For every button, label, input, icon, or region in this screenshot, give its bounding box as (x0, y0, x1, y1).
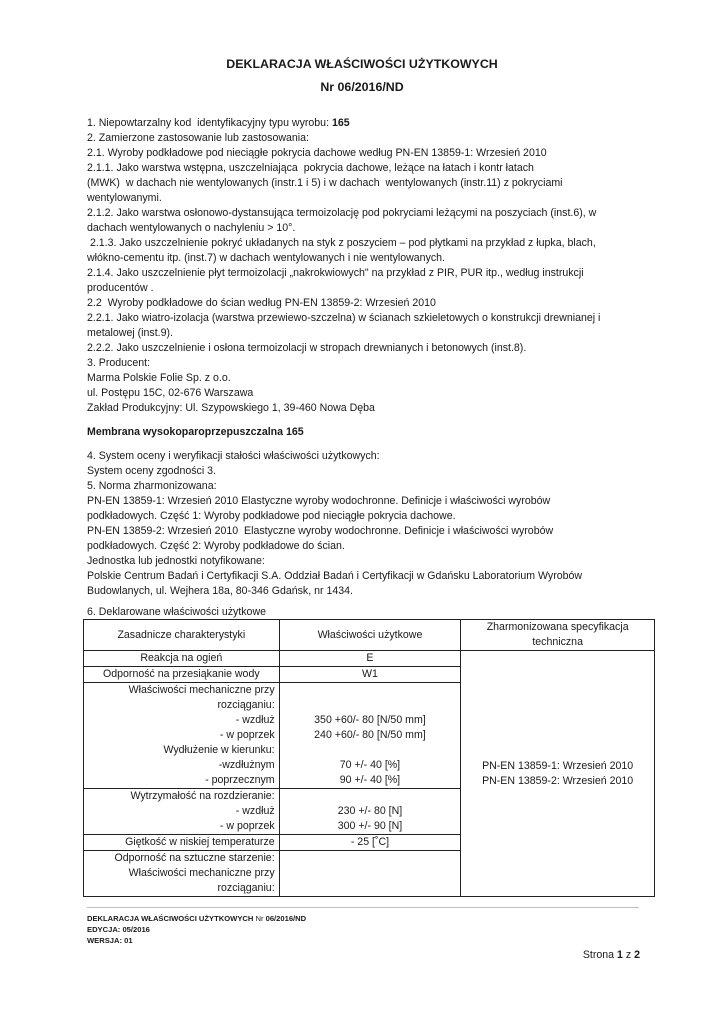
section-3-line: Marma Polskie Folie Sp. z o.o. (87, 372, 231, 384)
aging-labels (84, 851, 280, 897)
footer-title (87, 913, 306, 924)
tensile-label: Właściwości mechaniczne przy (128, 684, 275, 696)
section-2-line: 2.1.2. Jako warstwa osłonowo-dystansująca termoizolację pod pokryciami leżącymi na poszyciach (inst.6), w (87, 207, 597, 219)
properties-table (83, 619, 655, 897)
header-characteristics: Zasadnicze charakterystyki (84, 620, 280, 651)
footer (87, 913, 306, 946)
tensile-along-value: 350 +60/- 80 [N/50 mm] (314, 714, 426, 726)
elongation-along-label: -wzdłużnym (218, 759, 275, 771)
spacer (87, 416, 647, 425)
page-word: Strona (582, 949, 617, 961)
section-2-line: 2. Zamierzone zastosowanie lub zastosowania: (87, 132, 309, 144)
header-specification: Zharmonizowana specyfikacja techniczna (461, 620, 655, 651)
tear-along-value: 230 +/- 80 [N] (337, 805, 403, 817)
spacer (284, 789, 457, 804)
section-3-line: ul. Postępu 15C, 02-676 Warszawa (87, 387, 254, 399)
footer-divider (87, 907, 639, 908)
section-5-line: PN-EN 13859-1: Wrzesień 2010 Elastyczne wyroby wodochronne. Definicje i właściwości wyrobów (87, 495, 551, 507)
tensile-labels (84, 683, 280, 789)
footer-nr-value: 06/2016/ND (263, 914, 307, 923)
section-5-line: Jednostka lub jednostki notyfikowane: (87, 555, 265, 567)
tear-across-label: - w poprzek (219, 820, 275, 832)
section-2-line: dachach wentylowanych o nachyleniu > 10°. (87, 222, 296, 234)
section-5-line: 5. Norma zharmonizowana: (87, 480, 217, 492)
elongation-label: Wydłużenie w kierunku: (163, 744, 275, 756)
header-performance: Właściwości użytkowe (279, 620, 461, 651)
aging-label: Odporność na sztuczne starzenie: (114, 852, 275, 864)
specification-1: PN-EN 13859-1: Wrzesień 2010 (482, 759, 634, 772)
flexibility-value: - 25 [˚C] (279, 835, 461, 851)
tear-across-value: 300 +/- 90 [N] (337, 820, 403, 832)
section-5-line: PN-EN 13859-2: Wrzesień 2010 Elastyczne wyroby wodochronne. Definicje i właściwości wyrobów (87, 525, 554, 537)
section-4-line: System oceny zgodności 3. (87, 465, 216, 477)
section-1 (87, 116, 647, 131)
table-row (84, 651, 655, 667)
document-body (87, 116, 647, 620)
aging-label: rozciąganiu: (217, 882, 275, 894)
water-resistance-label: Odporność na przesiąkanie wody (84, 667, 280, 683)
section-6-label: 6. Deklarowane właściwości użytkowe (87, 606, 266, 618)
section-4-line: 4. System oceny i weryfikacji stałości właściwości użytkowych: (87, 450, 380, 462)
spacer (284, 683, 457, 698)
section-1-label: 1. Niepowtarzalny kod identyfikacyjny typu wyrobu: (87, 117, 332, 129)
section-5-line: Budowlanych, ul. Wejhera 18a, 80-346 Gdańsk, nr 1434. (87, 585, 353, 597)
document-number: Nr 06/2016/ND (320, 80, 404, 94)
footer-edition: EDYCJA: 05/2016 (87, 925, 150, 934)
section-3-line: 3. Producent: (87, 357, 151, 369)
fire-reaction-value: E (279, 651, 461, 667)
tear-along-label: - wzdłuż (235, 805, 275, 817)
footer-nr-word: Nr (255, 914, 264, 923)
spacer (284, 698, 457, 713)
tear-labels (84, 789, 280, 835)
table-header-row (84, 620, 655, 651)
tensile-across-value: 240 +60/- 80 [N/50 mm] (314, 729, 426, 741)
section-2-line: 2.1. Wyroby podkładowe pod nieciągłe pokrycia dachowe według PN-EN 13859-1: Wrzesień 2010 (87, 147, 547, 159)
tear-label: Wytrzymałość na rozdzieranie: (130, 790, 275, 802)
flexibility-label: Giętkość w niskiej temperaturze (84, 835, 280, 851)
section-2-line: producentów . (87, 282, 154, 294)
section-2-line: 2.2 Wyroby podkładowe do ścian według PN-EN 13859-2: Wrzesień 2010 (87, 297, 436, 309)
elongation-along-value: 70 +/- 40 [%] (339, 759, 401, 771)
specification-cell (461, 651, 655, 897)
section-2-line: 2.1.3. Jako uszczelnienie pokryć układanych na styk z poszyciem – pod płytkami na przykład z łupka, blach, (87, 237, 596, 249)
spacer (87, 440, 647, 449)
footer-title-text: DEKLARACJA WŁAŚCIWOŚCI UŻYTKOWYCH (87, 914, 256, 923)
product-code: 165 (331, 117, 350, 129)
section-3-line: Zakład Produkcyjny: Ul. Szypowskiego 1, 39-460 Nowa Dęba (87, 402, 375, 414)
water-resistance-value: W1 (279, 667, 461, 683)
section-2-line: 2.1.4. Jako uszczelnienie płyt termoizolacji „nakrokwiowych" na przykład z PIR, PUR itp., według instrukcji (87, 267, 584, 279)
section-2-line: 2.1.1. Jako warstwa wstępna, uszczelniająca pokrycia dachowe, leżące na łatach i kontr łatach (87, 162, 534, 174)
elongation-across-value: 90 +/- 40 [%] (339, 774, 401, 786)
fire-reaction-label: Reakcja na ogień (84, 651, 280, 667)
tensile-label: rozciąganiu: (217, 699, 275, 711)
section-5-line: Polskie Centrum Badań i Certyfikacji S.A. Oddział Badań i Certyfikacji w Gdańsku Laboratorium Wyrobów (87, 570, 583, 582)
page-sep: z (622, 949, 635, 961)
elongation-across-label: - poprzecznym (205, 774, 275, 786)
product-name: Membrana wysokoparoprzepuszczalna 165 (87, 426, 304, 438)
section-2-line: włókno-cementu itp. (inst.7) w dachach wentylowanych i nie wentylowanych. (87, 252, 446, 264)
section-2-line: (MWK) w dachach nie wentylowanych (instr.1 i 5) i w dachach wentylowanych (instr.11) z pokryciami (87, 177, 563, 189)
section-2-line: 2.2.2. Jako uszczelnienie i osłona termoizolacji w stropach drewnianych i betonowych (inst.8). (87, 342, 527, 354)
page-total: 2 (634, 949, 640, 961)
footer-version: WERSJA: 01 (87, 936, 133, 945)
tensile-across-label: - w poprzek (219, 729, 275, 741)
specification-2: PN-EN 13859-2: Wrzesień 2010 (482, 774, 634, 787)
document-title: DEKLARACJA WŁAŚCIWOŚCI UŻYTKOWYCH (226, 57, 498, 71)
section-5-line: podkładowych. Część 2: Wyroby podkładowe do ścian. (87, 540, 345, 552)
section-2-line: 2.2.1. Jako wiatro-izolacja (warstwa przewiewo-szczelna) w ścianach szkieletowych o konstrukcji drewnianej i (87, 312, 601, 324)
section-2-line: metalowej (inst.9). (87, 327, 173, 339)
tensile-values (279, 683, 461, 789)
page-number (560, 948, 640, 963)
tear-values (279, 789, 461, 835)
spacer (284, 743, 457, 758)
page-current: 1 (617, 949, 623, 961)
tensile-along-label: - wzdłuż (235, 714, 275, 726)
aging-values (279, 851, 461, 897)
section-5-line: podkładowych. Część 1: Wyroby podkładowe pod nieciągłe pokrycia dachowe. (87, 510, 456, 522)
section-2-line: wentylowanymi. (87, 192, 162, 204)
aging-label: Właściwości mechaniczne przy (128, 867, 275, 879)
